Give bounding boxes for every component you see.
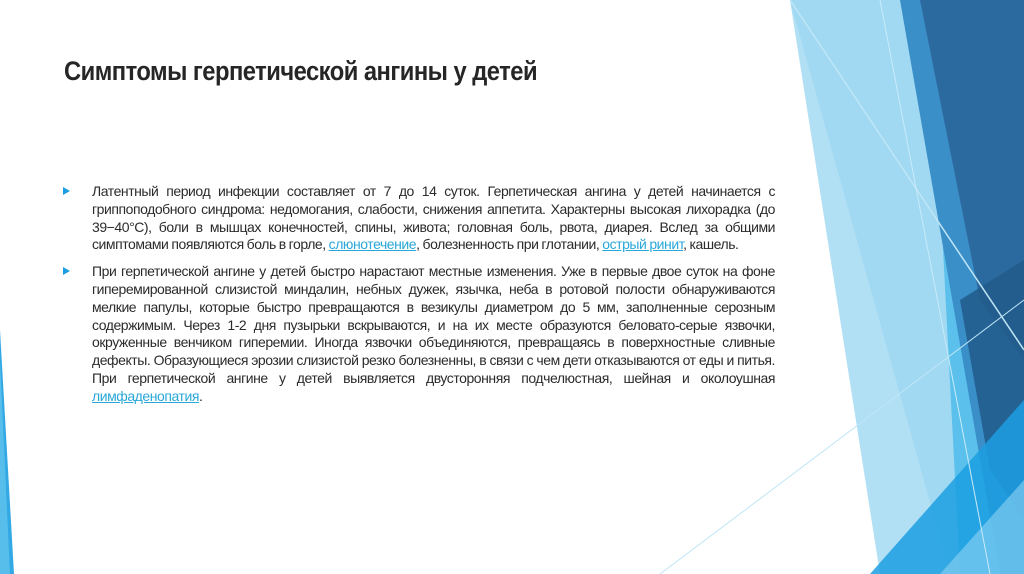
- bullet-paragraph: [92, 183, 775, 254]
- paragraph-text: , кашель.: [683, 236, 739, 253]
- link-lymphadenopathy[interactable]: лимфаденопатия: [92, 387, 199, 404]
- bullet-item: [63, 263, 775, 405]
- triangle-bullet-icon: [63, 187, 70, 195]
- bullet-paragraph: [92, 263, 775, 405]
- paragraph-text: .: [198, 387, 203, 404]
- slide-title: Симптомы герпетической ангины у детей: [64, 56, 538, 86]
- paragraph-text: Латентный период инфекции составляет от 7 до 14 суток. Герпетическая ангина у детей начинается с гриппоподобного синдрома: недомогания, слабости, снижения аппетита. Характерны высокая лихорадка (до 39−40°C), боли в мышцах конечностей, спины, живота; головная боль, рвота, диарея. Вслед за общими симптомами появляются боль в горле,: [92, 183, 775, 253]
- link-acute-rhinitis[interactable]: острый ринит: [602, 236, 684, 253]
- paragraph-text: , болезненность при глотании,: [416, 236, 603, 253]
- triangle-bullet-icon: [63, 267, 70, 275]
- left-edge-shape: [0, 360, 10, 574]
- link-salivation[interactable]: слюнотечение: [328, 236, 417, 253]
- slide-content: [63, 183, 775, 415]
- paragraph-text: При герпетической ангине у детей быстро нарастают местные изменения. Уже в первые двое суток на фоне гиперемированной слизистой миндалин, небных дужек, язычка, неба в ротовой полости обнаруживаются мелкие папулы, которые быстро превращаются в везикулы диаметром до 5 мм, заполненные серозным содержимым. Через 1-2 дня пузырьки вскрываются, и на их месте образуются беловато-серые язвочки, окруженные венчиком гиперемии. Иногда язвочки объединяются, превращаясь в поверхностные сливные дефекты. Образующиеся эрозии слизистой резко болезненны, в связи с чем дети отказываются от еды и питья. При герпетической ангине у детей выявляется двусторонняя подчелюстная, шейная и околоушная: [92, 263, 775, 386]
- bullet-item: [63, 183, 775, 254]
